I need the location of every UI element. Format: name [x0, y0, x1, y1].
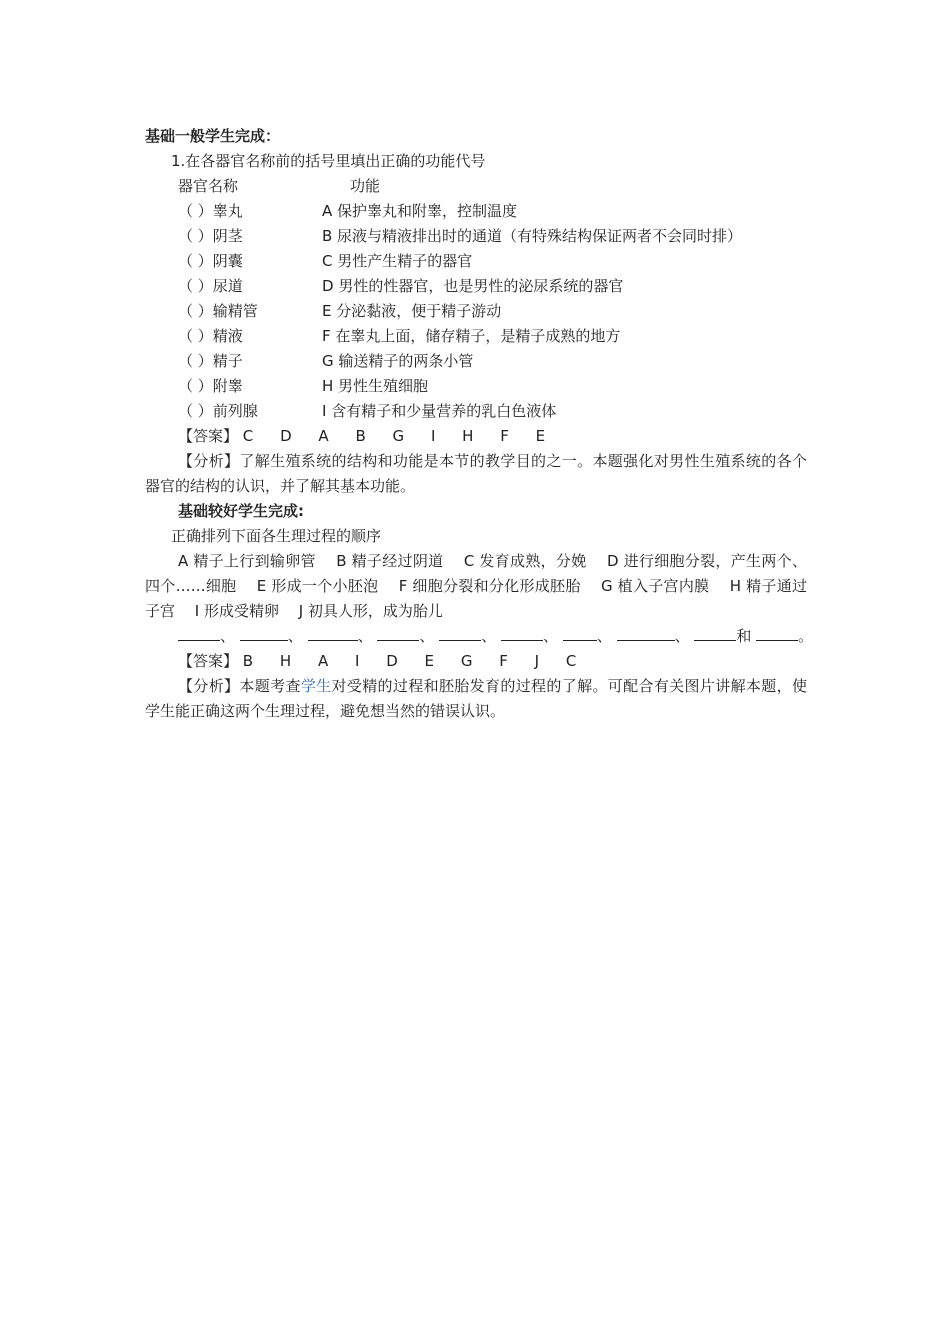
organ-cell: （ ）睾丸: [178, 202, 243, 220]
section1-question: 1.在各器官名称前的括号里填出正确的功能代号: [171, 152, 486, 170]
answer-item: G: [460, 652, 473, 670]
blank-separator: 、: [481, 627, 497, 645]
answer-blank[interactable]: [617, 624, 675, 641]
function-cell: I 含有精子和少量营养的乳白色液体: [322, 402, 557, 420]
answer-blank[interactable]: [694, 624, 736, 641]
organ-cell: （ ）附睾: [178, 377, 243, 395]
function-cell: E 分泌黏液，便于精子游动: [322, 302, 502, 320]
answer-blank[interactable]: [377, 624, 419, 641]
answer-blank[interactable]: [178, 624, 220, 641]
answer-item: B: [242, 652, 254, 670]
answer-item: E: [535, 427, 546, 445]
answer-item: F: [499, 652, 508, 670]
blank-and: 和: [736, 627, 752, 645]
table-row: [145, 299, 807, 324]
section2-analysis: [145, 674, 807, 724]
answer-blank[interactable]: [308, 624, 358, 641]
blank-separator: 、: [674, 627, 690, 645]
organ-cell: （ ）阴茎: [178, 227, 243, 245]
function-cell: D 男性的性器官，也是男性的泌尿系统的器官: [322, 277, 624, 295]
answer-label: 【答案】: [178, 652, 239, 670]
answer-item: D: [386, 652, 398, 670]
table-row: [145, 199, 807, 224]
answer-blank[interactable]: [501, 624, 543, 641]
section1-answer: [145, 424, 807, 449]
answer-item: C: [565, 652, 577, 670]
answer-blank[interactable]: [439, 624, 481, 641]
answer-item: J: [534, 652, 540, 670]
blank-separator: 、: [596, 627, 612, 645]
function-cell: G 输送精子的两条小管: [322, 352, 474, 370]
answer-blank[interactable]: [240, 624, 288, 641]
function-cell: A 保护睾丸和附睾，控制温度: [322, 202, 518, 220]
document-page: [145, 124, 814, 724]
section2-question: 正确排列下面各生理过程的顺序: [171, 527, 382, 545]
organ-cell: （ ）输精管: [178, 302, 258, 320]
header-function: 功能: [350, 177, 381, 195]
analysis-text-pre: 本题考查: [239, 677, 301, 695]
answer-item: E: [424, 652, 435, 670]
table-row: [145, 399, 807, 424]
answer-item: B: [355, 427, 366, 445]
blank-end: 。: [798, 627, 814, 645]
table-row: [145, 274, 807, 299]
table-row: [145, 324, 807, 349]
answer-item: A: [318, 427, 329, 445]
answer-item: G: [392, 427, 405, 445]
organ-cell: （ ）阴囊: [178, 252, 243, 270]
answer-item: H: [462, 427, 474, 445]
section2-answer: [145, 649, 807, 674]
function-cell: F 在睾丸上面，储存精子，是精子成熟的地方: [322, 327, 621, 345]
section2-heading: 基础较好学生完成:: [178, 502, 304, 520]
answer-item: H: [279, 652, 292, 670]
table-row: [145, 374, 807, 399]
table-header: [145, 174, 807, 199]
analysis-label: 【分析】: [178, 677, 240, 695]
organ-cell: （ ）尿道: [178, 277, 243, 295]
blank-separator: 、: [419, 627, 435, 645]
analysis-label: 【分析】: [178, 452, 240, 470]
answer-item: I: [430, 427, 436, 445]
section1-heading: 基础一般学生完成：: [145, 127, 281, 145]
function-cell: C 男性产生精子的器官: [322, 252, 473, 270]
answer-blank[interactable]: [756, 624, 798, 641]
table-row: [145, 349, 807, 374]
section2-options: A 精子上行到输卵管 B 精子经过阴道 C 发育成熟，分娩 D 进行细胞分裂，产生两个、四个……细胞 E 形成一个小胚泡 F 细胞分裂和分化形成胚胎 G 植入子宫内膜 H 精子通过子宫 I 形成受精卵 J 初具人形，成为胎儿: [145, 552, 807, 620]
answer-blank[interactable]: [563, 624, 597, 641]
blank-separator: 、: [357, 627, 373, 645]
answer-item: D: [280, 427, 292, 445]
blank-separator: 、: [542, 627, 558, 645]
organ-cell: （ ）精子: [178, 352, 243, 370]
blank-separator: 、: [287, 627, 303, 645]
answer-item: F: [500, 427, 509, 445]
function-cell: B 尿液与精液排出时的通道（有特殊结构保证两者不会同时排）: [322, 227, 743, 245]
header-organ: 器官名称: [178, 177, 239, 195]
organ-cell: （ ）前列腺: [178, 402, 258, 420]
organ-cell: （ ）精液: [178, 327, 243, 345]
function-cell: H 男性生殖细胞: [322, 377, 429, 395]
table-row: [145, 249, 807, 274]
answer-blanks: [145, 624, 814, 649]
blank-separator: 、: [220, 627, 236, 645]
section1-analysis: [145, 449, 807, 499]
answer-item: I: [354, 652, 360, 670]
answer-item: C: [242, 427, 254, 445]
answer-item: A: [317, 652, 329, 670]
analysis-text: 了解生殖系统的结构和功能是本节的教学目的之一。本题强化对男性生殖系统的各个器官的结构的认识，并了解其基本功能。: [145, 452, 807, 495]
answer-label: 【答案】: [178, 427, 239, 445]
table-row: [145, 224, 807, 249]
analysis-link[interactable]: 学生: [300, 677, 332, 695]
analysis-text-post: 对受精的过程和胚胎发育的过程的了解。可配合有关图片讲解本题，使学生能正确这两个生理过程，避免想当然的错误认识。: [145, 677, 807, 720]
